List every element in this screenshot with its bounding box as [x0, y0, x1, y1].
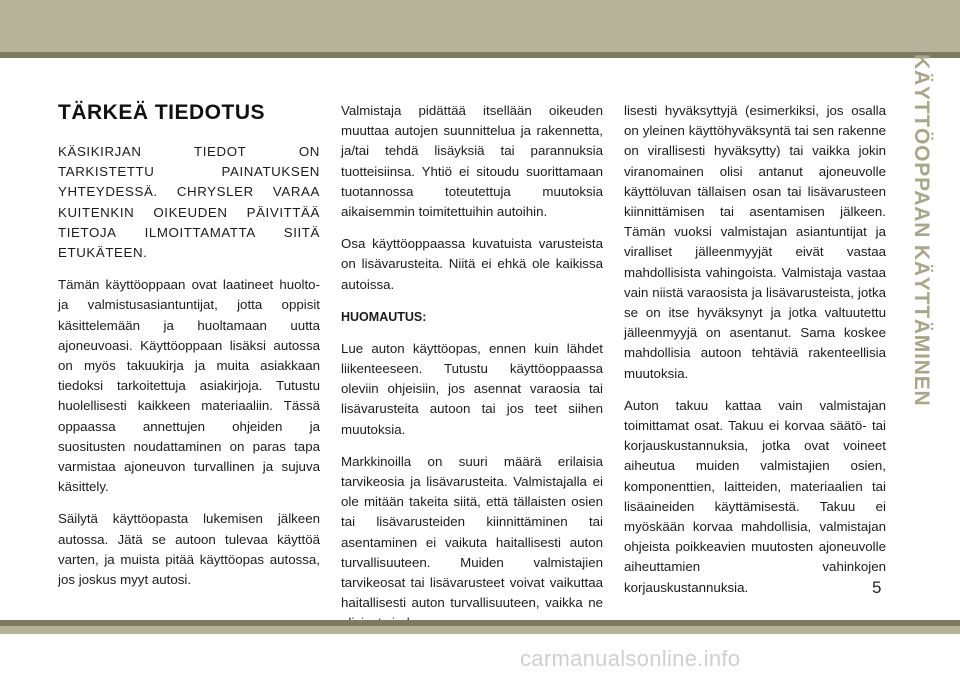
- paragraph: Säilytä käyttöopasta lukemisen jälkeen autossa. Jätä se autoon tulevaa käyttöä varten, ja muista pitää käyttöopas autossa, jos joskus myyt autosi.: [58, 511, 320, 588]
- column-2: [341, 101, 603, 646]
- paragraph: Markkinoilla on suuri määrä erilaisia tarvikeosia ja lisävarusteita. Valmistajalla ei ole mitään takeita siitä, että tällaisten osien tai lisävarusteiden kiinnittäminen tai asentaminen ei vaikuta haitallisesti auton turvallisuuteen. Muiden valmistajien tarvikeosat tai lisävarusteet voivat vaikuttaa haitallisesti auton turvallisuuteen, vaikka ne: [341, 453, 603, 611]
- top-band: [0, 0, 960, 52]
- top-band-line: [0, 52, 960, 58]
- bottom-band: [0, 626, 960, 634]
- paragraph: Osa käyttöoppaassa kuvatuista varusteista on lisävarusteita. Niitä ei ehkä ole kaikissa autoissa.: [341, 236, 603, 292]
- page-number: 5: [872, 578, 882, 597]
- note-paragraph: Lue auton käyttöopas, ennen kuin lähdet liikenteeseen. Tutustu käyttöoppaassa oleviin ohjeisiin, jos asennat varaosia tai lisävarusteita autoon tai jos teet siihen muutoksia.: [341, 340, 603, 437]
- paragraph: Tämän käyttöoppaan ovat laatineet huolto- ja valmistusasiantuntijat, jotta oppisit käsittelemään ja huoltamaan uutta ajoneuvoasi. Käyttöoppaan lisäksi autossa on myös takuukirja ja muita asiakkaan tiedoksi tarkoitettuja asiakirjoja. Tutustu huolellisesti kaikkeen materiaaliin. Tässä oppaassa annettujen ohjeiden ja suositusten noudattaminen on paras tapa varmistaa ajoneuvon turvallinen ja sujuva käsittely.: [58, 277, 320, 495]
- paragraph: Valmistaja pidättää itsellään oikeuden muuttaa autojen suunnittelua ja rakennetta, ja/tai tehdä lisäyksiä tai parannuksia tuotteisiinsa. Yhtiö ei sitoudu suorittamaan tuotannossa toteutettuja muutoksia aikaisemmin toimitettuihin autoihin.: [341, 103, 603, 220]
- watermark: carmanualsonline.info: [520, 646, 741, 671]
- note-label: HUOMAUTUS:: [341, 309, 427, 324]
- section-side-tab-label: KÄYTTÖOPPAAN KÄYTTÄMINEN: [910, 53, 933, 407]
- page-title: TÄRKEÄ TIEDOTUS: [58, 101, 265, 124]
- section-side-tab: [907, 53, 935, 407]
- paragraph: lisesti hyväksyttyjä (esimerkiksi, jos osalla on yleinen käyttöhyväksyntä tai sen rakenne on virallisesti hyväksytty) tai vaikka jokin viranomainen olisi antanut ajoneuvolle käyttöluvan tällaisen osan tai lisävarusteen kiinnittämisen tai asentamisen jälkeen. Tämän vuoksi valmistajan asiantuntijat ja viralliset jälleenmyyjät eivät vastaa mahdollisista vahingoista. Valmistaja vastaa vain niistä varaosista ja lisävarusteista, jotka se on itse hyväksynyt ja jotka valtuutettu jälleenmyyjä on asentanut. Sama koskee mahdollisia autoon tehtäviä rakenteellisia muutoksia.: [624, 103, 886, 381]
- paragraph: Auton takuu kattaa vain valmistajan toimittamat osat. Takuu ei korvaa säätö- tai korjauskustannuksia, jotka ovat voineet aiheutua muiden valmistajien osien, komponenttien, laitteiden, materiaalien tai lisäaineiden käyttämisestä. Takuu ei myöskään korvaa mahdollisia, valmistajan ohjeista poikkeavien muutosten ajoneuvolle aiheuttamien vahinkojen korjauskustannuksia.: [624, 397, 886, 595]
- column-1: [58, 100, 320, 602]
- notice-caps-paragraph: KÄSIKIRJAN TIEDOT ON TARKISTETTU PAINATUKSEN YHTEYDESSÄ. CHRYSLER VARAA KUITENKIN OIKEUDEN PÄIVITTÄÄ TIETOJA ILMOITTAMATTA SIITÄ ETUKÄTEEN.: [58, 144, 320, 261]
- column-3: [624, 101, 886, 610]
